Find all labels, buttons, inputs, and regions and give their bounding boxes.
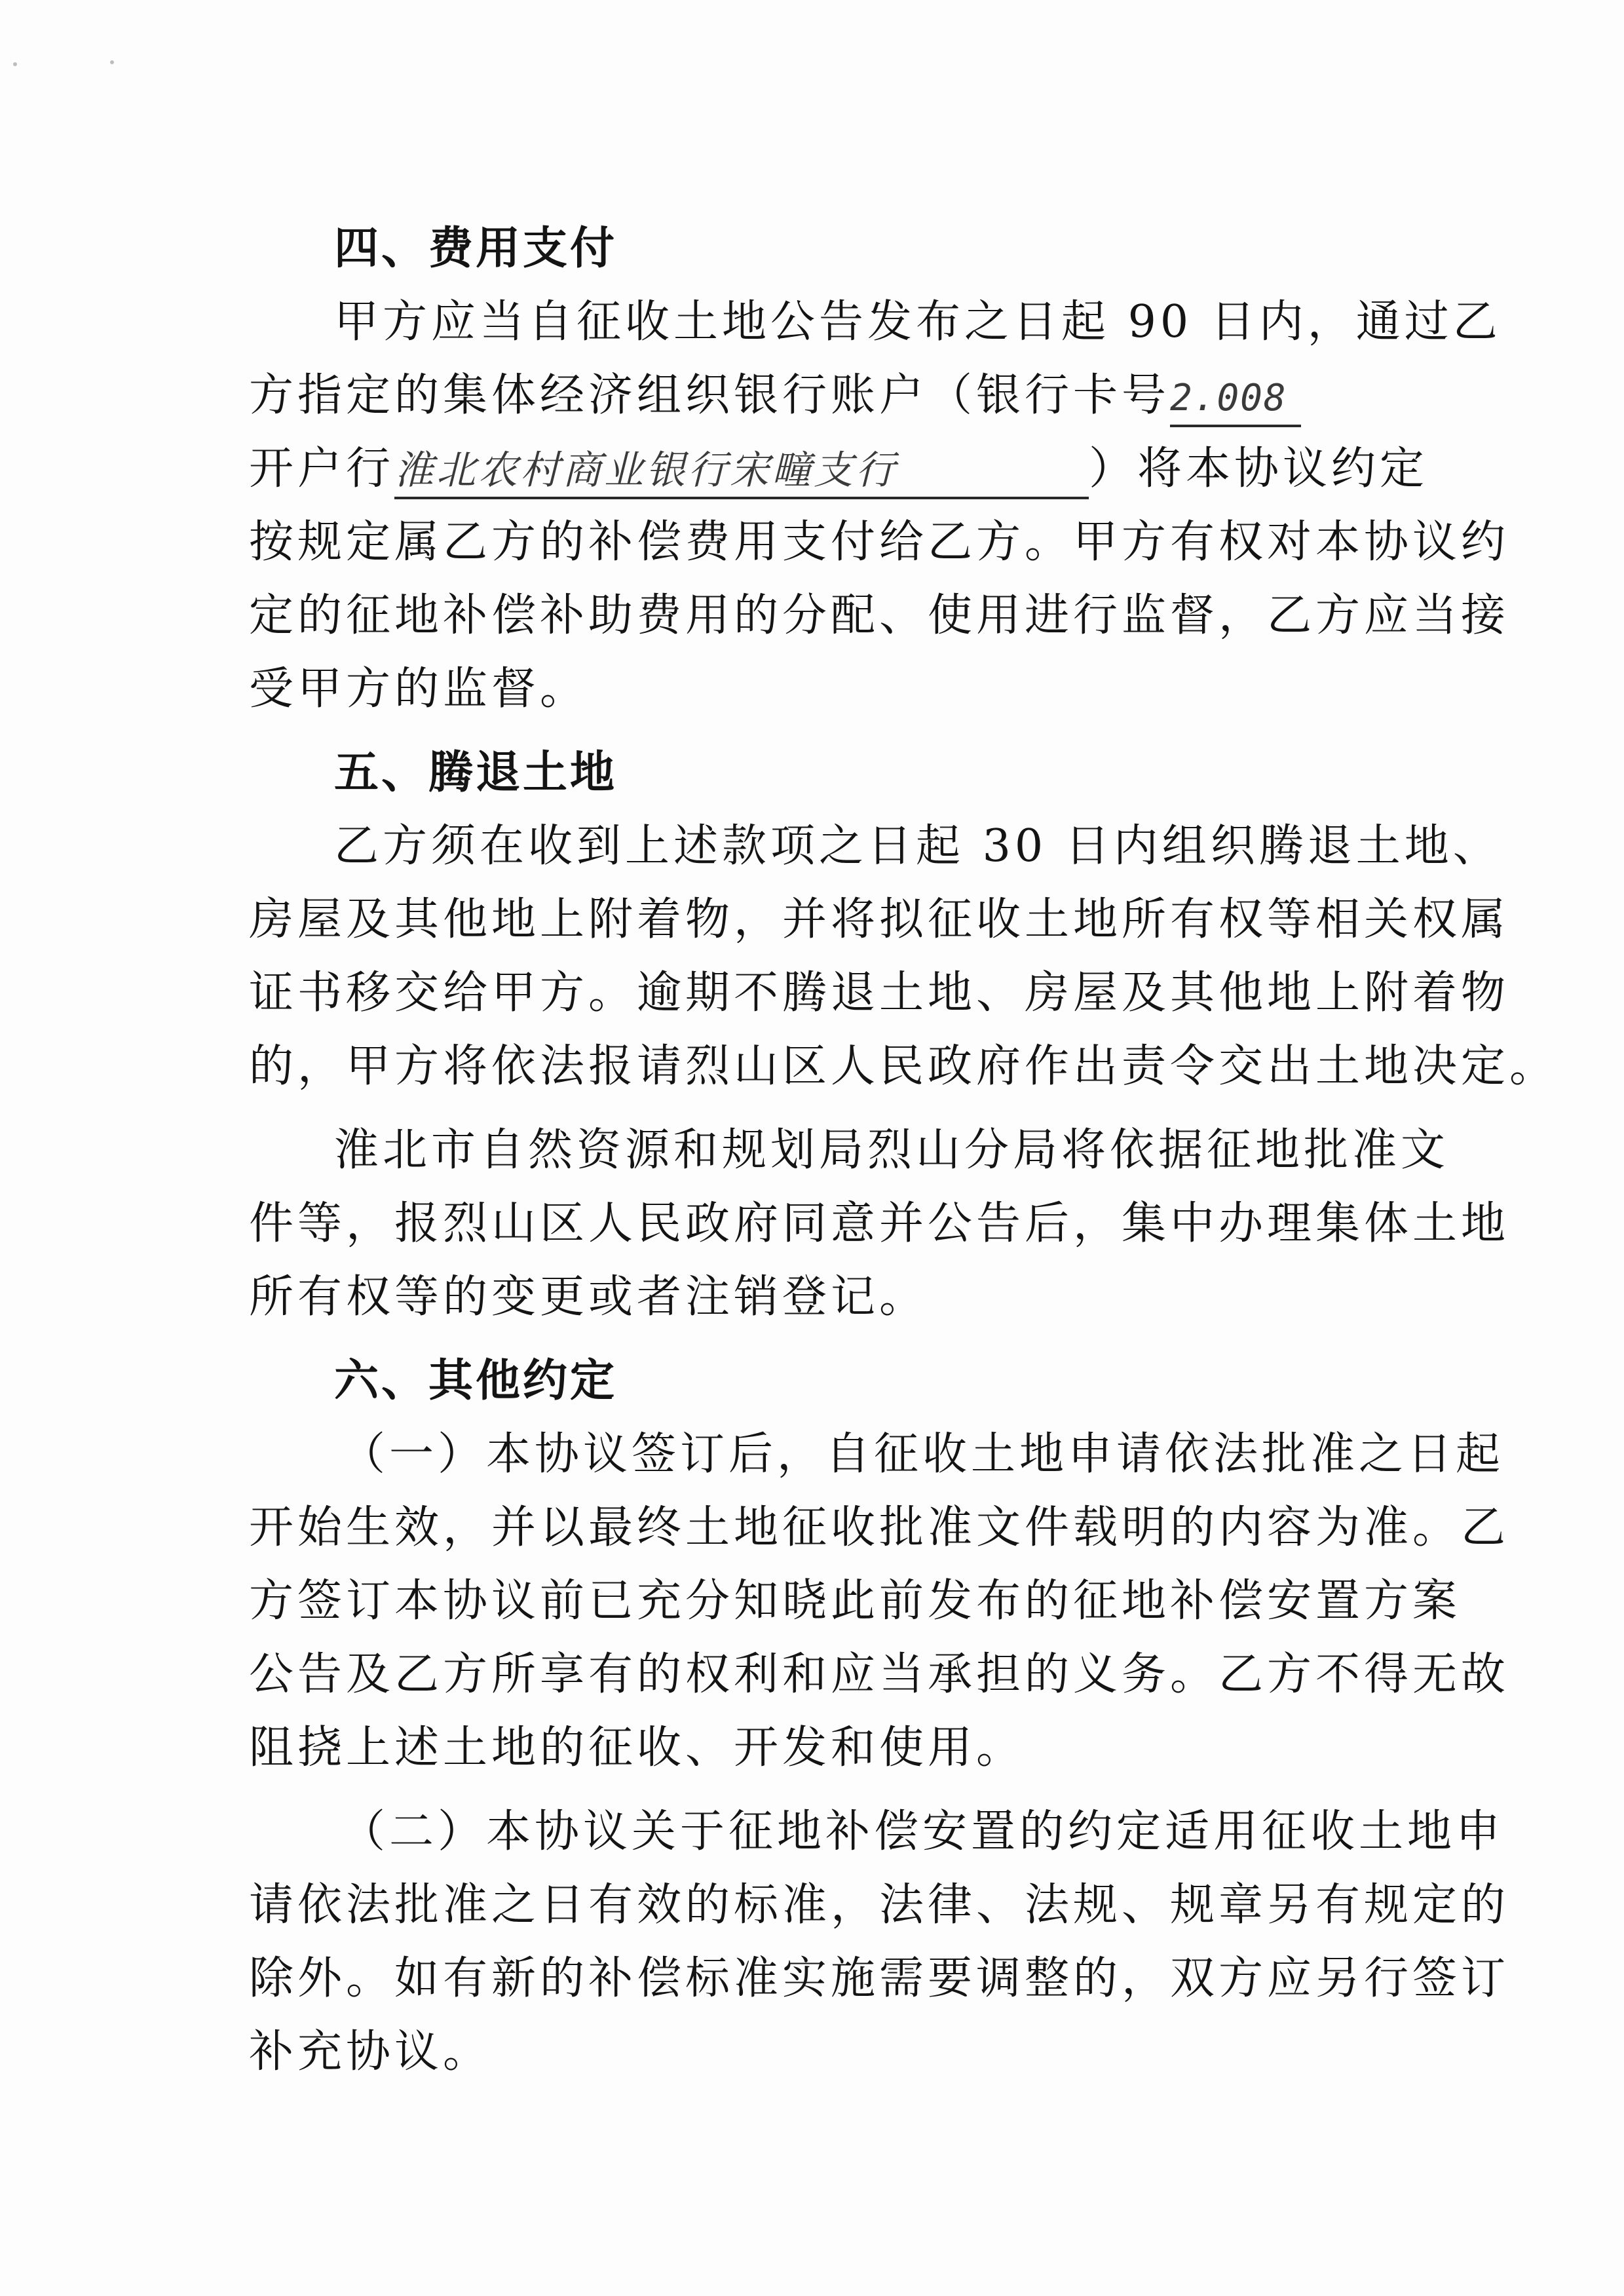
paragraph-line: 公告及乙方所享有的权利和应当承担的义务。乙方不得无故 [249, 1649, 1510, 1700]
paragraph-line: 开始生效，并以最终土地征收批准文件载明的内容为准。乙 [249, 1502, 1510, 1554]
paragraph-line: 补充协议。 [249, 2026, 492, 2078]
paragraph-line: 证书移交给甲方。逾期不腾退土地、房屋及其他地上附着物 [249, 967, 1510, 1019]
paragraph-line: 乙方须在收到上述款项之日起 30 日内组织腾退土地、 [334, 820, 1501, 872]
paragraph-line: （一）本协议签订后，自征收土地申请依法批准之日起 [341, 1428, 1505, 1480]
paragraph-line: 房屋及其他地上附着物，并将拟征收土地所有权等相关权属 [249, 894, 1510, 946]
section-heading-payment: 四、费用支付 [334, 223, 618, 275]
section-heading-vacate-land: 五、腾退土地 [334, 747, 618, 799]
bank-name-handwritten: 淮北农村商业银行宋疃支行 [394, 444, 1089, 499]
paragraph-line: 受甲方的监督。 [249, 663, 589, 715]
paragraph-line: （二）本协议关于征地补偿安置的约定适用征收土地申 [341, 1806, 1505, 1858]
paragraph-line: 除外。如有新的补偿标准实施需要调整的，双方应另行签订 [249, 1953, 1510, 2004]
paragraph-line: 件等，报烈山区人民政府同意并公告后，集中办理集体土地 [249, 1198, 1510, 1250]
scan-speck [110, 60, 114, 64]
paragraph-line: 的，甲方将依法报请烈山区人民政府作出责令交出土地决定。 [249, 1041, 1558, 1092]
line-text: 开户行 [249, 443, 395, 495]
scan-speck [13, 62, 17, 66]
bank-card-number-handwritten: 2.008 [1170, 372, 1301, 427]
line-text: 方指定的集体经济组织银行账户（银行卡号 [249, 370, 1171, 421]
paragraph-line: 所有权等的变更或者注销登记。 [249, 1271, 928, 1323]
paragraph-line [249, 440, 1429, 499]
paragraph-line: 定的征地补偿补助费用的分配、使用进行监督，乙方应当接 [249, 590, 1510, 641]
paragraph-line: 阻挠上述土地的征收、开发和使用。 [249, 1722, 1025, 1774]
paragraph-line: 淮北市自然资源和规划局烈山分局将依据征地批准文 [334, 1124, 1450, 1176]
paragraph-line: 甲方应当自征收土地公告发布之日起 90 日内，通过乙 [334, 296, 1501, 348]
paragraph-line: 请依法批准之日有效的标准，法律、法规、规章另有规定的 [249, 1879, 1510, 1931]
section-heading-other-terms: 六、其他约定 [334, 1355, 618, 1407]
paragraph-line: 方签订本协议前已充分知晓此前发布的征地补偿安置方案 [249, 1575, 1462, 1627]
paragraph-line [249, 366, 1402, 425]
paragraph-line: 按规定属乙方的补偿费用支付给乙方。甲方有权对本协议约 [249, 516, 1510, 568]
line-text: ）将本协议约定 [1089, 443, 1429, 495]
